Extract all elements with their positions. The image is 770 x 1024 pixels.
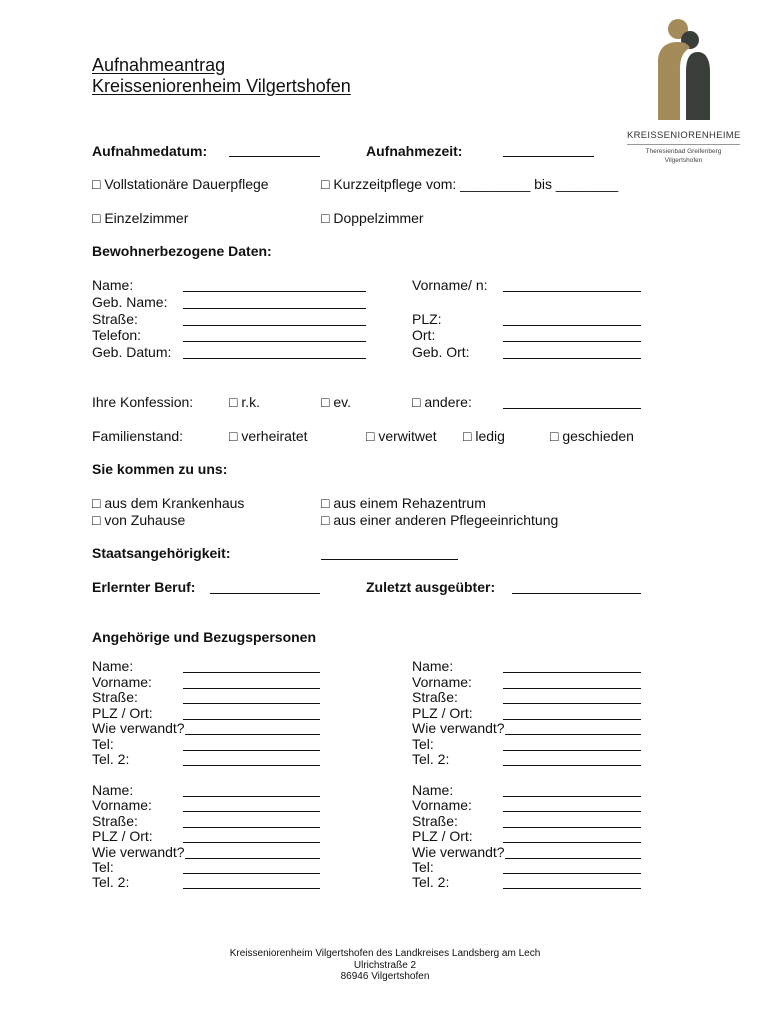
nationality-label: Staatsangehörigkeit: bbox=[92, 545, 231, 561]
resident-birth-name-label: Geb. Name: bbox=[92, 294, 168, 310]
relative-field-line[interactable] bbox=[503, 672, 641, 673]
relative-field-label: Wie verwandt? bbox=[412, 844, 505, 860]
resident-city-label: Ort: bbox=[412, 327, 436, 343]
family-status-label: Familienstand: bbox=[92, 428, 184, 444]
relative-field-line[interactable] bbox=[183, 842, 320, 843]
relative-field-line[interactable] bbox=[183, 827, 320, 828]
relative-field-label: Tel. 2: bbox=[412, 751, 450, 767]
relative-field-line[interactable] bbox=[183, 672, 320, 673]
resident-street-field[interactable] bbox=[183, 325, 366, 326]
relative-field-label: Tel: bbox=[412, 736, 434, 752]
relative-field-line[interactable] bbox=[185, 858, 320, 859]
family-divorced-checkbox[interactable]: □ geschieden bbox=[550, 428, 634, 444]
logo-mark bbox=[652, 18, 714, 122]
relative-field-line[interactable] bbox=[183, 703, 320, 704]
logo-sub2: Vilgertshofen bbox=[664, 157, 703, 164]
relative-field-label: Wie verwandt? bbox=[92, 720, 185, 736]
resident-birth-place-label: Geb. Ort: bbox=[412, 344, 470, 360]
relative-field-label: Name: bbox=[92, 782, 134, 798]
resident-first-name-label: Vorname/ n: bbox=[412, 277, 488, 293]
relative-field-line[interactable] bbox=[183, 873, 320, 874]
resident-name-field[interactable] bbox=[183, 291, 366, 292]
resident-name-label: Name: bbox=[92, 277, 134, 293]
form-subtitle: Kreisseniorenheim Vilgertshofen bbox=[92, 76, 351, 96]
resident-birth-date-field[interactable] bbox=[183, 358, 366, 359]
footer-line3: 86946 Vilgertshofen bbox=[340, 971, 430, 982]
nationality-field[interactable] bbox=[321, 559, 458, 560]
origin-hospital-checkbox[interactable]: □ aus dem Krankenhaus bbox=[92, 495, 245, 511]
origin-rehab-checkbox[interactable]: □ aus einem Rehazentrum bbox=[321, 495, 486, 511]
relative-field-label: Tel. 2: bbox=[92, 751, 130, 767]
relative-field-line[interactable] bbox=[503, 827, 641, 828]
confession-rk-checkbox[interactable]: □ r.k. bbox=[229, 394, 261, 410]
relative-field-line[interactable] bbox=[503, 842, 641, 843]
origin-heading: Sie kommen zu uns: bbox=[92, 461, 228, 477]
relative-field-label: Tel. 2: bbox=[92, 874, 130, 890]
relative-field-line[interactable] bbox=[183, 750, 320, 751]
relative-field-label: PLZ / Ort: bbox=[92, 705, 153, 721]
room-double-checkbox[interactable]: □ Doppelzimmer bbox=[321, 210, 424, 226]
resident-phone-field[interactable] bbox=[183, 341, 366, 342]
resident-heading: Bewohnerbezogene Daten: bbox=[92, 243, 272, 259]
relative-field-line[interactable] bbox=[183, 796, 320, 797]
family-single-checkbox[interactable]: □ ledig bbox=[463, 428, 505, 444]
relative-field-line[interactable] bbox=[503, 688, 641, 689]
admission-time-label: Aufnahmezeit: bbox=[366, 143, 463, 159]
relatives-heading: Angehörige und Bezugspersonen bbox=[92, 629, 317, 645]
relative-field-label: Straße: bbox=[412, 813, 458, 829]
family-married-checkbox[interactable]: □ verheiratet bbox=[229, 428, 308, 444]
relative-field-label: Vorname: bbox=[92, 674, 152, 690]
admission-time-field[interactable] bbox=[503, 156, 594, 157]
relative-field-label: Straße: bbox=[92, 689, 138, 705]
relative-field-line[interactable] bbox=[503, 811, 641, 812]
relative-field-label: Name: bbox=[92, 658, 134, 674]
confession-label: Ihre Konfession: bbox=[92, 394, 194, 410]
admission-date-label: Aufnahmedatum: bbox=[92, 143, 208, 159]
origin-other-care-checkbox[interactable]: □ aus einer anderen Pflegeeinrichtung bbox=[321, 512, 559, 528]
relative-field-label: Tel: bbox=[92, 859, 114, 875]
confession-ev-checkbox[interactable]: □ ev. bbox=[321, 394, 351, 410]
resident-phone-label: Telefon: bbox=[92, 327, 142, 343]
resident-zip-field[interactable] bbox=[503, 325, 641, 326]
resident-city-field[interactable] bbox=[503, 341, 641, 342]
room-single-checkbox[interactable]: □ Einzelzimmer bbox=[92, 210, 189, 226]
family-widowed-checkbox[interactable]: □ verwitwet bbox=[366, 428, 437, 444]
care-full-checkbox[interactable]: □ Vollstationäre Dauerpflege bbox=[92, 176, 269, 192]
confession-other-checkbox[interactable]: □ andere: bbox=[412, 394, 472, 410]
relative-field-line[interactable] bbox=[183, 811, 320, 812]
relative-field-label: Wie verwandt? bbox=[92, 844, 185, 860]
relative-field-label: Tel: bbox=[92, 736, 114, 752]
footer-line2: Ulrichstraße 2 bbox=[353, 960, 417, 971]
relative-field-label: Straße: bbox=[412, 689, 458, 705]
relative-field-line[interactable] bbox=[503, 765, 641, 766]
relative-field-label: Vorname: bbox=[412, 674, 472, 690]
relative-field-label: Wie verwandt? bbox=[412, 720, 505, 736]
relative-field-line[interactable] bbox=[503, 873, 641, 874]
footer-line1: Kreisseniorenheim Vilgertshofen des Landkreises Landsberg am Lech bbox=[229, 948, 541, 959]
relative-field-label: Vorname: bbox=[412, 797, 472, 813]
form-title: Aufnahmeantrag bbox=[92, 55, 226, 75]
logo-divider bbox=[627, 144, 740, 145]
job-learned-label: Erlernter Beruf: bbox=[92, 579, 196, 595]
resident-street-label: Straße: bbox=[92, 311, 138, 327]
relative-field-label: Tel: bbox=[412, 859, 434, 875]
relative-field-line[interactable] bbox=[183, 765, 320, 766]
relative-field-line[interactable] bbox=[185, 734, 320, 735]
resident-birth-date-label: Geb. Datum: bbox=[92, 344, 172, 360]
logo-sub1: Theresienbad Greifenberg bbox=[645, 148, 722, 155]
relative-field-label: PLZ / Ort: bbox=[412, 705, 473, 721]
resident-birth-place-field[interactable] bbox=[503, 358, 641, 359]
relative-field-line[interactable] bbox=[505, 858, 641, 859]
relative-field-label: PLZ / Ort: bbox=[412, 828, 473, 844]
relative-field-label: Vorname: bbox=[92, 797, 152, 813]
relative-field-line[interactable] bbox=[505, 734, 641, 735]
resident-first-name-field[interactable] bbox=[503, 291, 641, 292]
relative-field-label: Name: bbox=[412, 782, 454, 798]
relative-field-line[interactable] bbox=[183, 688, 320, 689]
relative-field-label: Straße: bbox=[92, 813, 138, 829]
relative-field-line[interactable] bbox=[503, 750, 641, 751]
care-short-checkbox[interactable]: □ Kurzzeitpflege vom: _________ bis ________ bbox=[321, 176, 619, 192]
relative-field-line[interactable] bbox=[503, 703, 641, 704]
origin-home-checkbox[interactable]: □ von Zuhause bbox=[92, 512, 186, 528]
logo-name: KREISSENIORENHEIME bbox=[627, 130, 741, 141]
job-last-field[interactable] bbox=[512, 593, 641, 594]
relative-field-line[interactable] bbox=[503, 719, 641, 720]
relative-field-line[interactable] bbox=[503, 888, 641, 889]
resident-birth-name-field[interactable] bbox=[183, 308, 366, 309]
relative-field-label: Name: bbox=[412, 658, 454, 674]
resident-zip-label: PLZ: bbox=[412, 311, 442, 327]
relative-field-label: PLZ / Ort: bbox=[92, 828, 153, 844]
relative-field-label: Tel. 2: bbox=[412, 874, 450, 890]
confession-other-field[interactable] bbox=[503, 408, 641, 409]
job-learned-field[interactable] bbox=[210, 593, 320, 594]
relative-field-line[interactable] bbox=[183, 888, 320, 889]
relative-field-line[interactable] bbox=[503, 796, 641, 797]
relative-field-line[interactable] bbox=[183, 719, 320, 720]
admission-date-field[interactable] bbox=[229, 156, 320, 157]
job-last-label: Zuletzt ausgeübter: bbox=[366, 579, 496, 595]
